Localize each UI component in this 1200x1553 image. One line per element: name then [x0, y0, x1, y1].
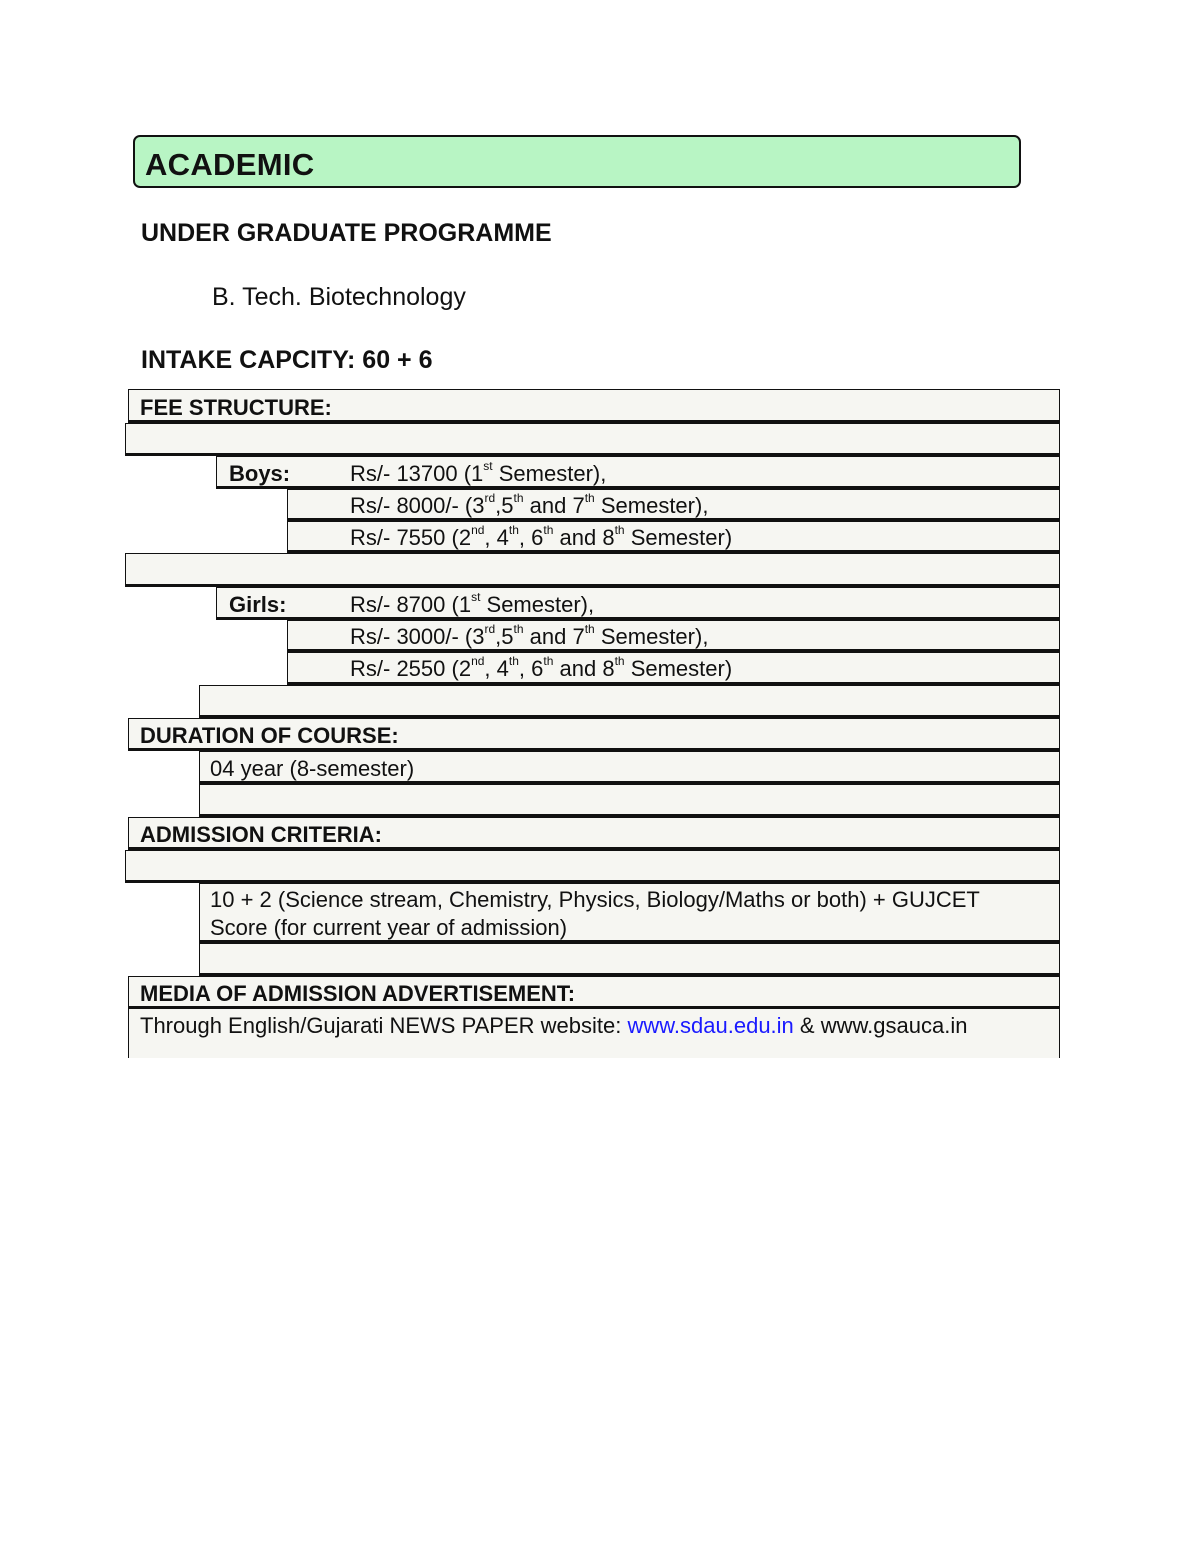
section-banner: [133, 135, 1021, 188]
media-text: Through English/Gujarati NEWS PAPER website: www.sdau.edu.in & www.gsauca.in: [140, 1013, 968, 1038]
girls-fee-row-1: [216, 587, 1060, 620]
admission-spacer-row-2: [199, 943, 1060, 976]
admission-criteria-line-1: 10 + 2 (Science stream, Chemistry, Physics, Biology/Maths or both) + GUJCET: [210, 887, 980, 912]
boys-fee-row-2: [287, 489, 1060, 521]
boys-label: Boys:: [229, 461, 291, 486]
course-name: B. Tech. Biotechnology: [212, 283, 466, 311]
sdau-link[interactable]: www.sdau.edu.in: [627, 1013, 794, 1038]
fee-spacer-row-2: [125, 553, 1060, 587]
fee-spacer-row: [125, 423, 1060, 456]
intake-capacity: INTAKE CAPCITY: 60 + 6: [141, 346, 433, 374]
girls-fee-2: Rs/- 3000/- (3rd,5th and 7th Semester),: [350, 622, 709, 649]
duration-header: [128, 718, 1060, 751]
admission-criteria-row: [199, 883, 1060, 943]
media-header: [128, 976, 1060, 1009]
girls-fee-row-3: [287, 652, 1060, 685]
boys-fee-3: Rs/- 7550 (2nd, 4th, 6th and 8th Semester): [350, 523, 733, 550]
admission-label: ADMISSION CRITERIA:: [140, 822, 382, 847]
admission-criteria-line-2: Score (for current year of admission): [210, 915, 568, 940]
boys-fee-row-1: [216, 456, 1060, 489]
admission-spacer-row: [125, 850, 1060, 883]
duration-value-row: [199, 751, 1060, 784]
boys-fee-2: Rs/- 8000/- (3rd,5th and 7th Semester),: [350, 491, 709, 518]
media-content-row: [128, 1009, 1060, 1058]
duration-label: DURATION OF COURSE:: [140, 723, 399, 748]
girls-fee-row-2: [287, 620, 1060, 652]
banner-title: ACADEMIC: [145, 147, 315, 182]
boys-fee-1: Rs/- 13700 (1st Semester),: [350, 459, 607, 486]
fee-spacer-row-3: [199, 685, 1060, 718]
admission-header: [128, 817, 1060, 850]
media-label: MEDIA OF ADMISSION ADVERTISEMENT:: [140, 981, 576, 1006]
programme-heading: UNDER GRADUATE PROGRAMME: [141, 219, 552, 247]
girls-fee-1: Rs/- 8700 (1st Semester),: [350, 590, 595, 617]
duration-value: 04 year (8-semester): [210, 756, 415, 781]
fee-structure-label: FEE STRUCTURE:: [140, 395, 332, 420]
boys-fee-row-3: [287, 521, 1060, 553]
girls-fee-3: Rs/- 2550 (2nd, 4th, 6th and 8th Semester): [350, 654, 733, 681]
gsauca-link[interactable]: www.gsauca.in: [820, 1013, 968, 1038]
girls-label: Girls:: [229, 592, 287, 617]
duration-spacer-row: [199, 784, 1060, 817]
fee-structure-header: [128, 389, 1060, 423]
